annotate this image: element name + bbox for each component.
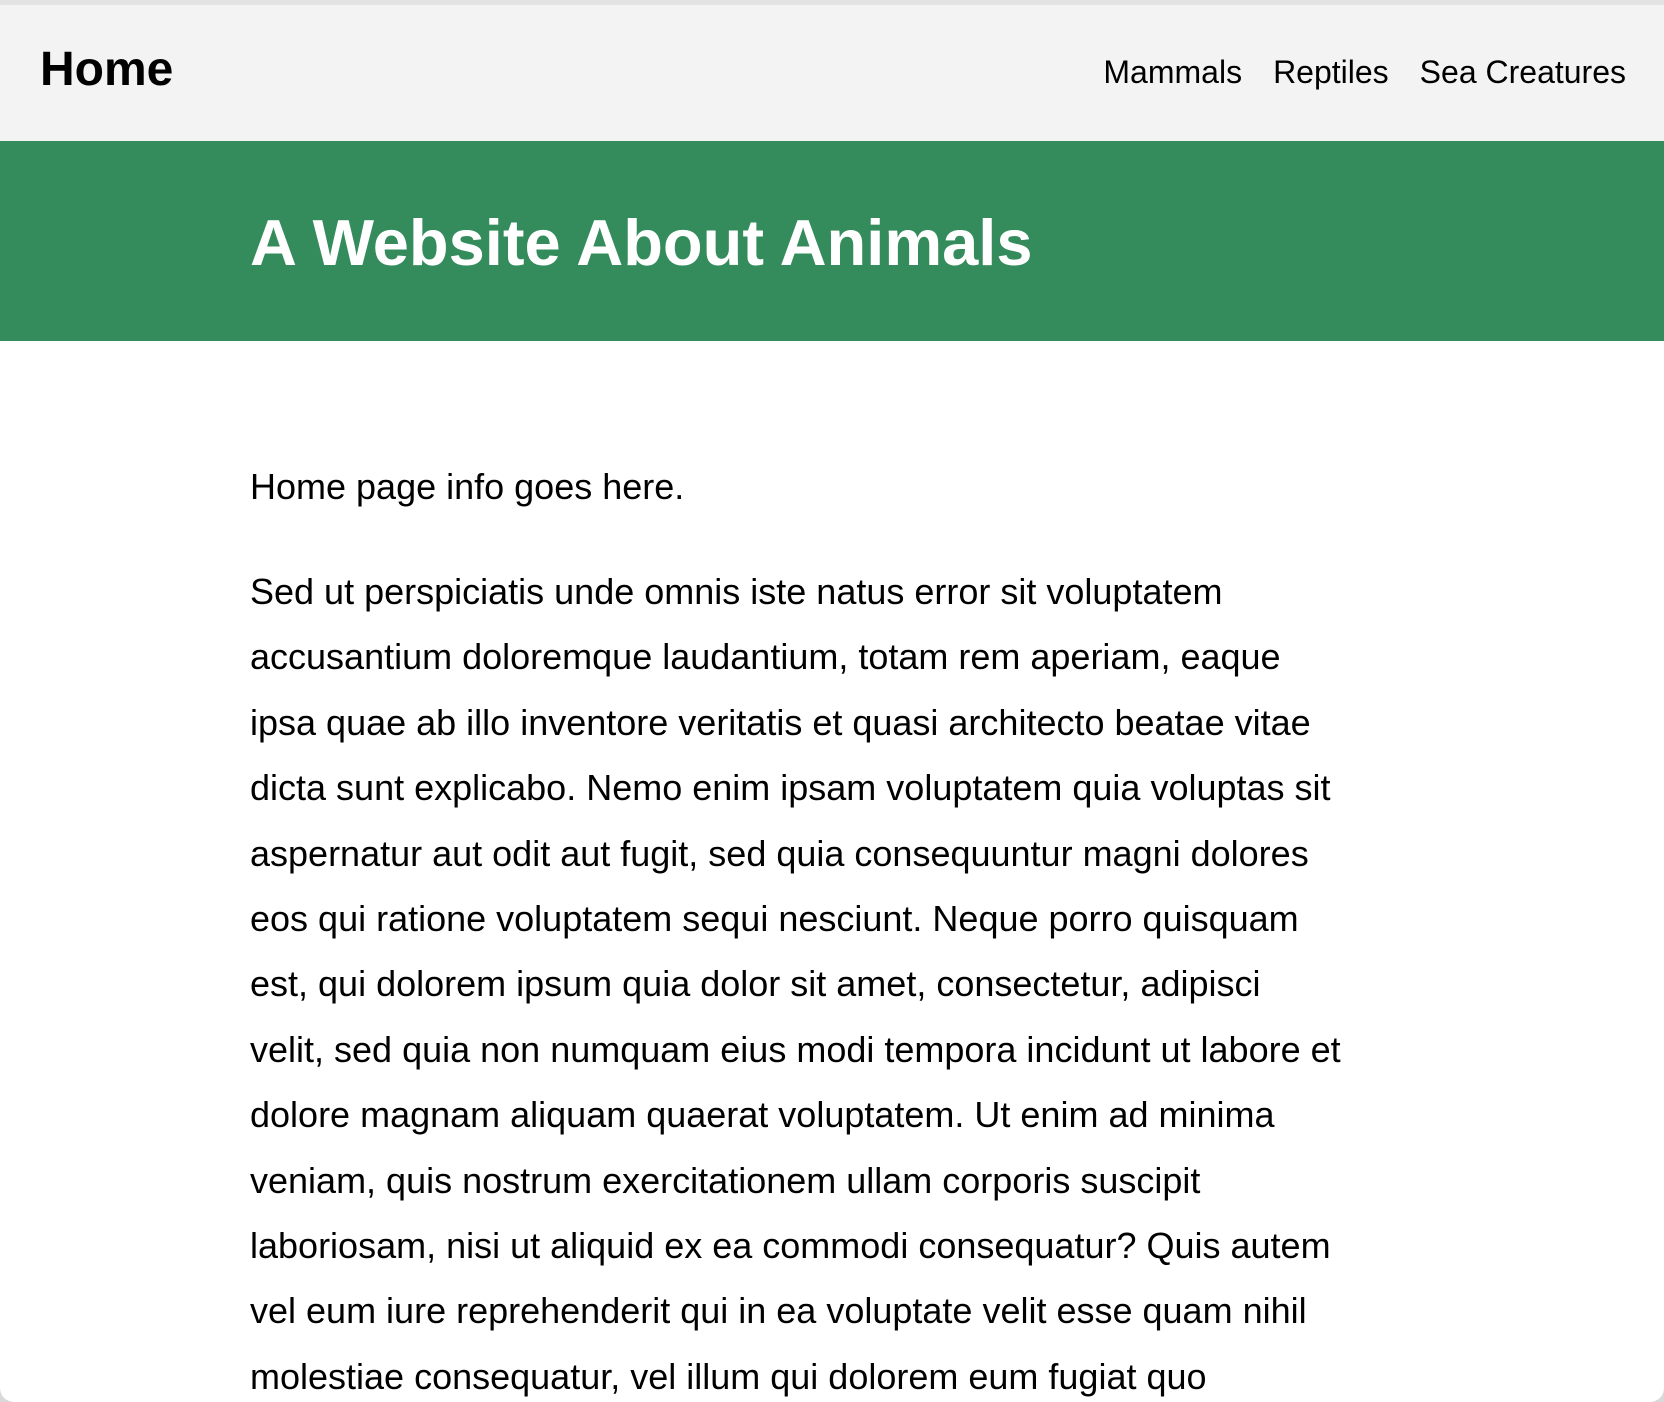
paragraph-line: aspernatur aut odit aut fugit, sed quia consequuntur magni dolores: [250, 832, 1309, 874]
paragraph-line: veniam, quis nostrum exercitationem ullam corporis suscipit: [250, 1159, 1201, 1201]
paragraph-line: accusantium doloremque laudantium, totam rem aperiam, eaque: [250, 636, 1281, 678]
intro-text: Home page info goes here.: [250, 466, 685, 507]
body-paragraph: [250, 559, 1430, 1402]
paragraph-line: eos qui ratione voluptatem sequi nesciunt. Neque porro quisquam: [250, 898, 1299, 940]
top-navigation-bar: [0, 5, 1664, 141]
paragraph-line: ipsa quae ab illo inventore veritatis et quasi architecto beatae vitae: [250, 701, 1311, 743]
paragraph-line: laboriosam, nisi ut aliquid ex ea commodi consequatur? Quis autem: [250, 1225, 1331, 1267]
paragraph-line: velit, sed quia non numquam eius modi tempora incidunt ut labore et: [250, 1028, 1341, 1070]
hero-banner: [0, 141, 1664, 341]
paragraph-line: vel eum iure reprehenderit qui in ea voluptate velit esse quam nihil: [250, 1290, 1307, 1332]
paragraph-line: est, qui dolorem ipsum quia dolor sit amet, consectetur, adipisci: [250, 963, 1261, 1005]
home-link[interactable]: Home: [40, 43, 174, 96]
paragraph-line: molestiae consequatur, vel illum qui dolorem eum fugiat quo: [250, 1355, 1207, 1397]
paragraph-line: dicta sunt explicabo. Nemo enim ipsam voluptatem quia voluptas sit: [250, 767, 1331, 809]
paragraph-line: dolore magnam aliquam quaerat voluptatem. Ut enim ad minima: [250, 1094, 1275, 1136]
paragraph-line: Sed ut perspiciatis unde omnis iste natus error sit voluptatem: [250, 571, 1223, 612]
nav-links: [1103, 52, 1626, 92]
nav-link-reptiles[interactable]: Reptiles: [1273, 54, 1389, 90]
nav-link-sea-creatures[interactable]: Sea Creatures: [1419, 54, 1626, 90]
page-title: A Website About Animals: [250, 206, 1033, 279]
main-content: [250, 460, 1430, 1402]
nav-link-mammals[interactable]: Mammals: [1103, 54, 1243, 90]
